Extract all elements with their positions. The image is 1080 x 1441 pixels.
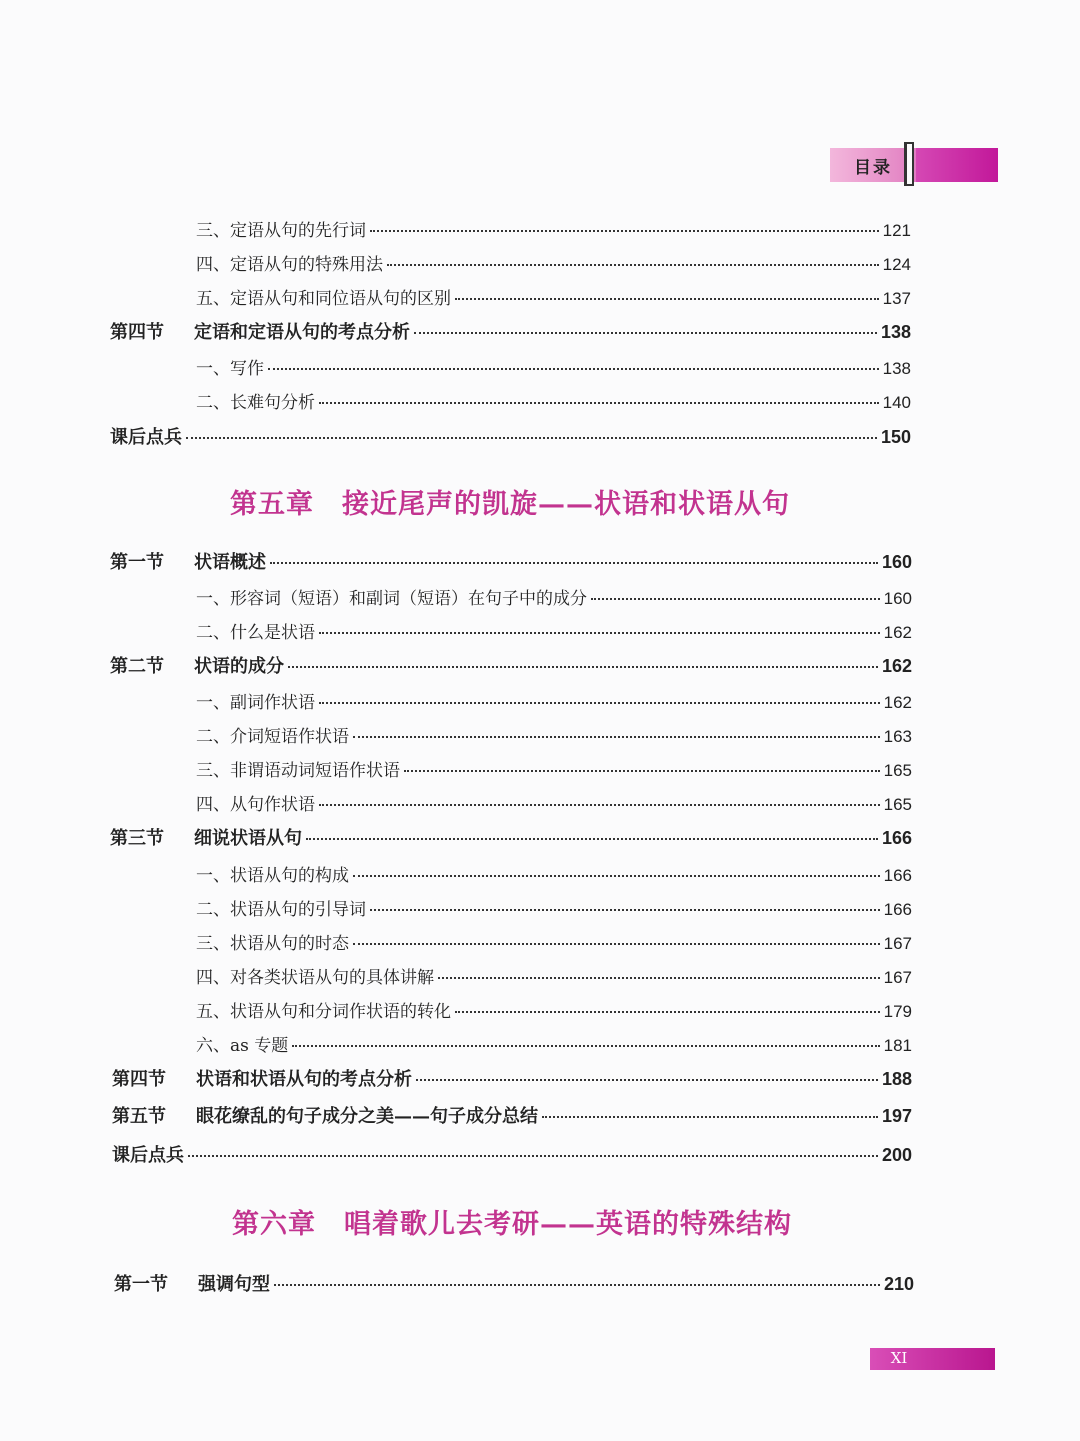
entry-label: 三、非谓语动词短语作状语 (196, 761, 400, 781)
entry-label: 课后点兵 (112, 1145, 184, 1166)
tab-accent-block (916, 148, 998, 182)
section-number: 第四节 (110, 322, 164, 343)
section-title: 定语和定语从句的考点分析 (194, 322, 410, 343)
section-number: 第一节 (110, 552, 164, 573)
entry-page: 163 (883, 727, 912, 746)
leader-dots (319, 702, 880, 704)
toc-entry[interactable] (196, 284, 911, 309)
toc-section-entry[interactable] (110, 318, 911, 344)
entry-label: 一、状语从句的构成 (196, 866, 349, 886)
entry-page: 181 (883, 1036, 912, 1055)
toc-entry[interactable] (196, 929, 912, 954)
entry-page: 138 (880, 322, 911, 342)
toc-entry[interactable] (196, 584, 912, 609)
section-title: 强调句型 (198, 1274, 270, 1295)
leader-dots (370, 909, 880, 911)
entry-page: 179 (883, 1002, 912, 1021)
leader-dots (319, 804, 880, 806)
entry-page: 188 (881, 1069, 912, 1089)
toc-entry[interactable] (196, 688, 912, 713)
entry-page: 166 (883, 866, 912, 885)
toc-entry[interactable] (196, 722, 912, 747)
entry-page: 166 (881, 828, 912, 848)
leader-dots (416, 1079, 878, 1081)
entry-page: 197 (881, 1106, 912, 1126)
toc-section-entry[interactable] (112, 1102, 912, 1128)
page-number-bar (870, 1348, 995, 1370)
entry-page: 162 (883, 693, 912, 712)
entry-label: 二、介词短语作状语 (196, 727, 349, 747)
entry-label (110, 318, 410, 344)
leader-dots (274, 1284, 880, 1286)
entry-page: 124 (882, 255, 911, 274)
leader-dots (188, 1155, 878, 1157)
entry-page: 160 (881, 552, 912, 572)
toc-entry[interactable] (196, 250, 911, 275)
section-number: 第四节 (112, 1069, 166, 1090)
entry-label (110, 548, 266, 574)
leader-dots (370, 230, 879, 232)
entry-label (114, 1270, 270, 1296)
entry-label: 三、定语从句的先行词 (196, 221, 366, 241)
entry-label: 六、as 专题 (196, 1036, 289, 1056)
toc-section-entry[interactable] (112, 1065, 912, 1091)
leader-dots (353, 875, 880, 877)
toc-entry[interactable] (196, 895, 912, 920)
entry-page: 167 (883, 934, 912, 953)
entry-page: 166 (883, 900, 912, 919)
section-title: 状语和状语从句的考点分析 (196, 1069, 412, 1090)
tab-bracket (904, 142, 914, 186)
leader-dots (268, 368, 879, 370)
entry-label: 五、定语从句和同位语从句的区别 (196, 289, 451, 309)
entry-page: 165 (883, 795, 912, 814)
entry-label (110, 652, 284, 678)
leader-dots (270, 562, 878, 564)
entry-label: 四、对各类状语从句的具体讲解 (196, 968, 434, 988)
section-title: 细说状语从句 (194, 828, 302, 849)
entry-page: 140 (882, 393, 911, 412)
toc-entry[interactable] (196, 1031, 912, 1056)
entry-page: 162 (881, 656, 912, 676)
entry-label: 三、状语从句的时态 (196, 934, 349, 954)
entry-page: 137 (882, 289, 911, 308)
section-number: 第一节 (114, 1274, 168, 1295)
toc-title: 目录 (854, 158, 892, 178)
entry-label (112, 1065, 412, 1091)
leader-dots (306, 838, 878, 840)
entry-label: 二、长难句分析 (196, 393, 315, 413)
toc-entry[interactable] (196, 963, 912, 988)
entry-page: 162 (883, 623, 912, 642)
entry-page: 138 (882, 359, 911, 378)
entry-label: 课后点兵 (110, 427, 182, 448)
leader-dots (292, 1045, 879, 1047)
toc-section-entry[interactable] (110, 824, 912, 850)
entry-label: 二、什么是状语 (196, 623, 315, 643)
toc-section-entry[interactable] (110, 423, 911, 449)
entry-label: 二、状语从句的引导词 (196, 900, 366, 920)
toc-header-tab (830, 148, 998, 182)
leader-dots (319, 632, 880, 634)
leader-dots (542, 1116, 878, 1118)
section-number: 第五节 (112, 1106, 166, 1127)
toc-section-entry[interactable] (110, 548, 912, 574)
entry-label (110, 824, 302, 850)
entry-page: 121 (882, 221, 911, 240)
page-number: XI (890, 1349, 908, 1367)
section-title: 眼花缭乱的句子成分之美——句子成分总结 (196, 1106, 538, 1127)
leader-dots (353, 943, 880, 945)
leader-dots (319, 402, 879, 404)
leader-dots (414, 332, 877, 334)
leader-dots (455, 1011, 880, 1013)
entry-label: 一、写作 (196, 359, 264, 379)
entry-label: 一、形容词（短语）和副词（短语）在句子中的成分 (196, 589, 587, 609)
leader-dots (455, 298, 879, 300)
section-title: 状语的成分 (194, 656, 284, 677)
entry-page: 167 (883, 968, 912, 987)
entry-page: 165 (883, 761, 912, 780)
chapter-heading[interactable] (230, 482, 790, 521)
leader-dots (353, 736, 880, 738)
toc-entry[interactable] (196, 388, 911, 413)
toc-section-entry[interactable] (114, 1270, 914, 1296)
section-number: 第三节 (110, 828, 164, 849)
leader-dots (438, 977, 880, 979)
toc-section-entry[interactable] (112, 1141, 912, 1167)
toc-entry[interactable] (196, 861, 912, 886)
entry-label (112, 1102, 538, 1128)
toc-entry[interactable] (196, 790, 912, 815)
leader-dots (404, 770, 880, 772)
entry-label: 四、从句作状语 (196, 795, 315, 815)
entry-page: 210 (883, 1274, 914, 1294)
leader-dots (387, 264, 879, 266)
toc-entry[interactable] (196, 756, 912, 781)
toc-section-entry[interactable] (110, 652, 912, 678)
entry-page: 160 (883, 589, 912, 608)
chapter-heading[interactable] (232, 1202, 792, 1241)
toc-entry[interactable] (196, 354, 911, 379)
chapter-title: 唱着歌儿去考研——英语的特殊结构 (344, 1209, 792, 1240)
toc-entry[interactable] (196, 997, 912, 1022)
section-title: 状语概述 (194, 552, 266, 573)
toc-entry[interactable] (196, 216, 911, 241)
entry-label: 一、副词作状语 (196, 693, 315, 713)
entry-page: 150 (880, 427, 911, 447)
leader-dots (591, 598, 880, 600)
chapter-number: 第五章 (230, 489, 314, 520)
entry-page: 200 (881, 1145, 912, 1165)
entry-label: 五、状语从句和分词作状语的转化 (196, 1002, 451, 1022)
entry-label: 四、定语从句的特殊用法 (196, 255, 383, 275)
chapter-number: 第六章 (232, 1209, 316, 1240)
leader-dots (186, 437, 877, 439)
chapter-title: 接近尾声的凯旋——状语和状语从句 (342, 489, 790, 520)
toc-entry[interactable] (196, 618, 912, 643)
leader-dots (288, 666, 878, 668)
section-number: 第二节 (110, 656, 164, 677)
